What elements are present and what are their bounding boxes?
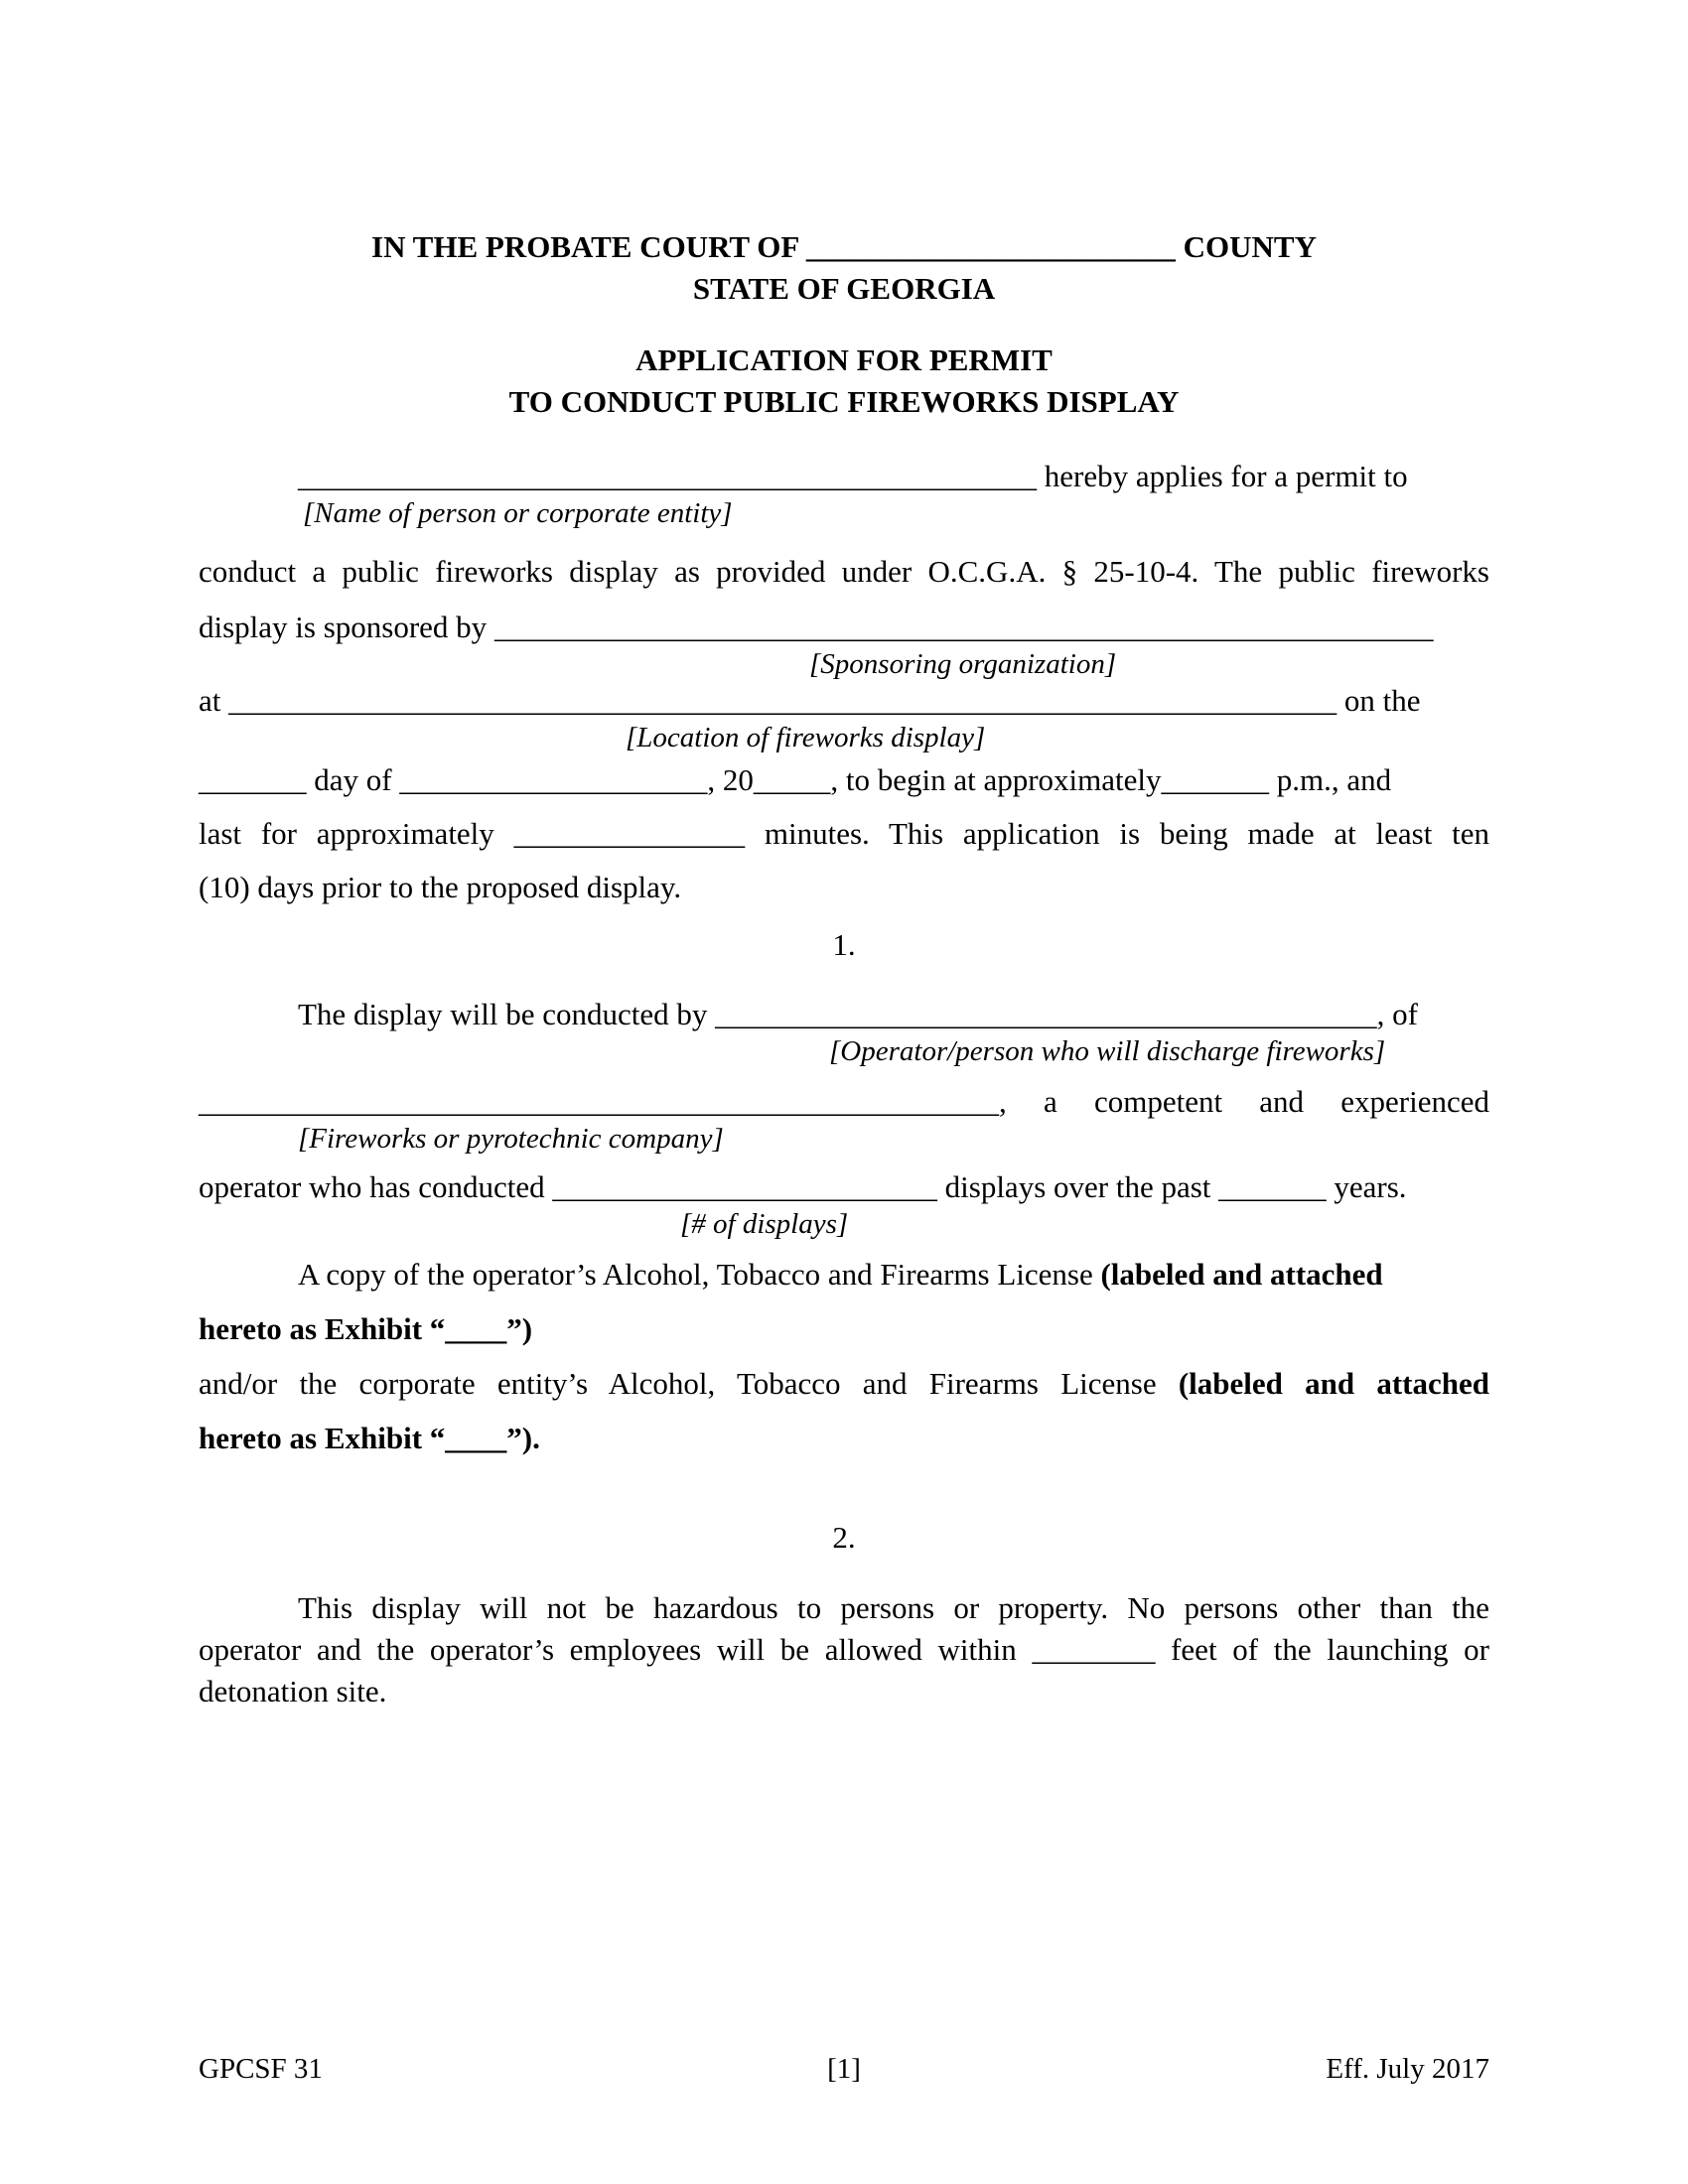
years-blank: _______ — [1218, 1169, 1327, 1204]
years-text: years. — [1326, 1169, 1407, 1204]
begin-text: , to begin at approximately — [830, 762, 1162, 797]
sponsor-label: [Sponsoring organization] — [809, 648, 1117, 680]
ten-days-line: (10) days prior to the proposed display. — [199, 870, 682, 904]
feet-text: feet of the launching or — [1155, 1632, 1489, 1667]
location-blank: ________________________________________________________________________ — [228, 683, 1337, 718]
court-header — [199, 0, 1489, 310]
feet-blank: ________ — [1032, 1632, 1156, 1667]
competent-text: , a competent and experienced — [999, 1084, 1489, 1119]
hazard-line3: detonation site. — [199, 1674, 387, 1708]
conducted-text: operator who has conducted — [199, 1169, 553, 1204]
of-text: , of — [1376, 997, 1418, 1031]
operator-label: [Operator/person who will discharge fireworks] — [829, 1035, 1386, 1067]
allowed-within-text: operator and the operator’s employees will be allowed within — [199, 1632, 1033, 1667]
form-title — [199, 340, 1489, 423]
exhibit2-line — [199, 1419, 1489, 1458]
form-title-line1: APPLICATION FOR PERMIT — [635, 342, 1053, 377]
sponsored-by-text: display is sponsored by — [199, 610, 494, 644]
date-time-line — [199, 760, 1489, 800]
form-number: GPCSF 31 — [199, 2053, 323, 2085]
applicant-line — [199, 457, 1489, 496]
sponsor-blank: _____________________________________________________________ — [493, 610, 1434, 644]
pm-and-text: p.m., and — [1269, 762, 1392, 797]
court-header-line1 — [199, 226, 1489, 268]
duration-line — [199, 814, 1489, 854]
state-line: STATE OF GEORGIA — [692, 271, 996, 306]
conducted-by-line — [199, 995, 1489, 1034]
atf-operator-text: A copy of the operator’s Alcohol, Tobacco and Firearms License — [298, 1257, 1101, 1292]
section2-number: 2. — [832, 1520, 856, 1555]
experience-line — [199, 1167, 1489, 1207]
day-of-text: day of — [306, 762, 400, 797]
atf-entity-text: and/or the corporate entity’s Alcohol, Tobacco and Firearms License — [199, 1366, 1179, 1401]
year-prefix-text: , 20 — [707, 762, 754, 797]
name-entity-label: [Name of person or corporate entity] — [303, 497, 733, 529]
county-name-blank: ________________________ — [805, 229, 1176, 264]
on-the-text: on the — [1336, 683, 1421, 718]
at-text: at — [199, 683, 229, 718]
exhibit1-text: hereto as Exhibit “____”) — [199, 1311, 533, 1346]
sponsor-line — [199, 608, 1489, 647]
location-line — [199, 681, 1489, 721]
company-label: [Fireworks or pyrotechnic company] — [298, 1123, 724, 1155]
atf-entity-bold-text: (labeled and attached — [1178, 1366, 1489, 1401]
exhibit2-text: hereto as Exhibit “____”). — [199, 1421, 540, 1455]
exhibit1-line — [199, 1309, 1489, 1349]
conducted-by-text: The display will be conducted by — [298, 997, 716, 1031]
year-blank: _____ — [753, 762, 831, 797]
applies-text: hereby applies for a permit to — [1037, 459, 1408, 493]
page-number: [1] — [827, 2053, 861, 2085]
minutes-blank: _______________ — [513, 816, 746, 851]
month-blank: ____________________ — [399, 762, 708, 797]
atf-operator-bold-text: (labeled and attached — [1100, 1257, 1383, 1292]
hazard-line1: This display will not be hazardous to persons or property. No persons other than the — [298, 1590, 1489, 1625]
court-suffix: COUNTY — [1175, 229, 1317, 264]
operator-name-blank: ___________________________________________ — [715, 997, 1377, 1031]
num-displays-blank: _________________________ — [552, 1169, 937, 1204]
conduct-line: conduct a public fireworks display as provided under O.C.G.A. § 25-10-4. The public fireworks — [199, 554, 1489, 589]
last-for-text: last for approximately — [199, 816, 514, 851]
num-displays-label: [# of displays] — [680, 1208, 849, 1240]
hazard-line2 — [199, 1629, 1489, 1671]
page-footer — [199, 2051, 1489, 2087]
atf-entity-line — [199, 1364, 1489, 1404]
company-name-blank: ____________________________________________________ — [199, 1084, 999, 1119]
minutes-text: minutes. This application is being made at least ten — [745, 816, 1489, 851]
day-blank: _______ — [199, 762, 307, 797]
court-prefix: IN THE PROBATE COURT OF — [371, 229, 806, 264]
time-blank: _______ — [1161, 762, 1270, 797]
section1-number: 1. — [832, 927, 856, 962]
effective-date: Eff. July 2017 — [1326, 2053, 1489, 2085]
company-line — [199, 1082, 1489, 1122]
location-label: [Location of fireworks display] — [626, 722, 986, 753]
applicant-name-blank: ________________________________________________ — [298, 459, 1037, 493]
displays-past-text: displays over the past — [936, 1169, 1219, 1204]
form-title-line2: TO CONDUCT PUBLIC FIREWORKS DISPLAY — [508, 384, 1180, 419]
atf-operator-line — [199, 1255, 1489, 1295]
